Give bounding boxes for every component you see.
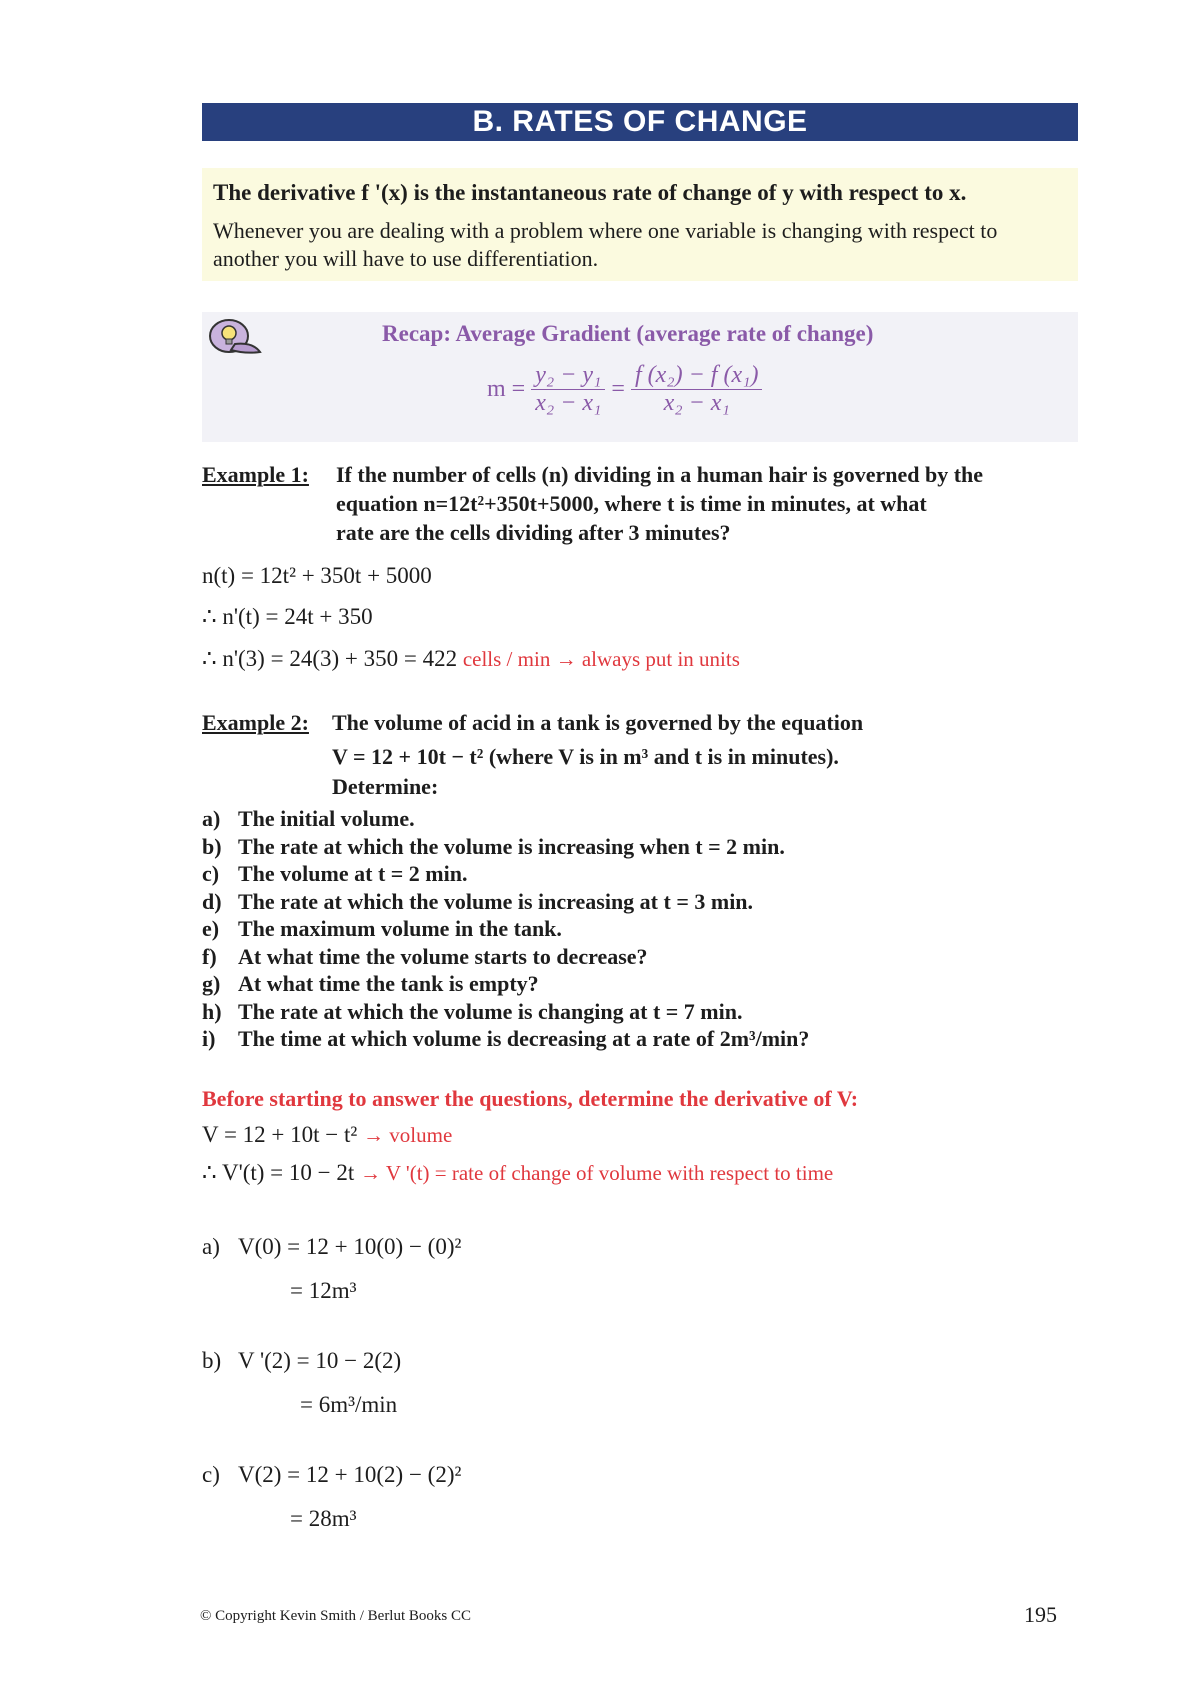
definition-box [202,168,1078,281]
solution-a-line-1: V(0) = 12 + 10(0) − (0)² [238,1234,462,1259]
list-item-label: f) [202,943,217,969]
definition-line-3: another you will have to use differentiation. [213,246,599,271]
list-item [202,999,742,1025]
example-1-question-line-1: If the number of cells (n) dividing in a human hair is governed by the [336,462,984,487]
list-item [202,916,562,942]
solution-c-line-2: = 28m³ [290,1506,357,1531]
example-1-units-note: cells / min → always put in units [462,647,740,671]
derivative-note-line-2: ∴ V'(t) = 10 − 2t [202,1160,355,1185]
definition-line-2: Whenever you are dealing with a problem where one variable is changing with respect to [213,218,998,243]
list-item-label: d) [202,888,222,914]
copyright-notice: © Copyright Kevin Smith / Berlut Books CC [200,1608,471,1624]
list-item-text: The volume at t = 2 min. [238,861,468,886]
example-1-question-line-3: rate are the cells dividing after 3 minutes? [336,520,731,545]
list-item [202,1026,809,1052]
list-item [202,806,415,832]
list-item-text: The initial volume. [238,806,415,831]
list-item-label: h) [202,998,222,1024]
definition-line-1: The derivative f '(x) is the instantaneous rate of change of y with respect to x. [213,180,967,205]
list-item-label: b) [202,833,222,859]
example-1-solution-line-3: ∴ n'(3) = 24(3) + 350 = 422 [202,646,458,671]
list-item-label: a) [202,806,221,831]
solution-b-label: b) [202,1348,222,1373]
list-item-label: g) [202,971,221,996]
page-number: 195 [1024,1602,1057,1627]
list-item-text: The rate at which the volume is changing at t = 7 min. [238,998,743,1024]
example-2-question-line-2: V = 12 + 10t − t² (where V is in m³ and t is in minutes). [332,744,839,769]
derivative-note-line-1-annotation: → volume [363,1123,453,1147]
list-item [202,834,785,860]
recap-title: Recap: Average Gradient (average rate of change) [382,321,874,346]
formula-equals: = [611,376,625,402]
example-1-question-line-2: equation n=12t²+350t+5000, where t is time in minutes, at what [336,491,927,516]
solution-a-label: a) [202,1234,220,1259]
example-1-label: Example 1: [202,462,309,487]
list-item-label: c) [202,861,220,886]
list-item-text: At what time the volume starts to decrease? [238,943,648,969]
solution-b-line-1: V '(2) = 10 − 2(2) [238,1348,402,1373]
derivative-note-heading: Before starting to answer the questions, determine the derivative of V: [202,1086,859,1111]
list-item [202,944,648,970]
fraction-2-denominator: x₂ − x₁ [663,390,730,416]
solution-c-label: c) [202,1462,220,1487]
list-item-text: The rate at which the volume is increasing when t = 2 min. [238,833,785,859]
derivative-note-line-2-annotation: → V '(t) = rate of change of volume with respect to time [360,1161,834,1185]
list-item-label: i) [202,1026,216,1051]
section-title: B. RATES OF CHANGE [202,103,1078,141]
example-1-solution-line-1: n(t) = 12t² + 350t + 5000 [202,563,432,588]
example-2-question-line-1: The volume of acid in a tank is governed by the equation [332,710,864,735]
example-1-solution-line-2: ∴ n'(t) = 24t + 350 [202,604,373,629]
list-item [202,861,467,887]
formula-lhs: m = [487,376,526,402]
solution-a-line-2: = 12m³ [290,1278,357,1303]
formula-fraction-2 [631,362,763,417]
list-item-text: At what time the tank is empty? [238,971,539,996]
fraction-2-numerator: f (x₂) − f (x₁) [631,362,763,390]
derivative-note-line-1: V = 12 + 10t − t² [202,1122,358,1147]
example-2-label: Example 2: [202,710,309,735]
fraction-1-numerator: y₂ − y₁ [531,362,605,390]
list-item [202,889,753,915]
list-item-text: The time at which volume is decreasing at a rate of 2m³/min? [238,1026,810,1051]
formula-fraction-1 [531,362,605,417]
example-2-question-line-3: Determine: [332,774,439,799]
recap-box [202,312,1078,442]
list-item-text: The maximum volume in the tank. [238,916,562,941]
solution-b-line-2: = 6m³/min [300,1392,398,1417]
list-item-label: e) [202,916,220,941]
list-item [202,971,539,997]
average-gradient-formula [487,362,762,417]
lightbulb-cap-icon [205,314,263,361]
solution-c-line-1: V(2) = 12 + 10(2) − (2)² [238,1462,462,1487]
list-item-text: The rate at which the volume is increasing at t = 3 min. [238,888,754,914]
fraction-1-denominator: x₂ − x₁ [535,390,602,416]
